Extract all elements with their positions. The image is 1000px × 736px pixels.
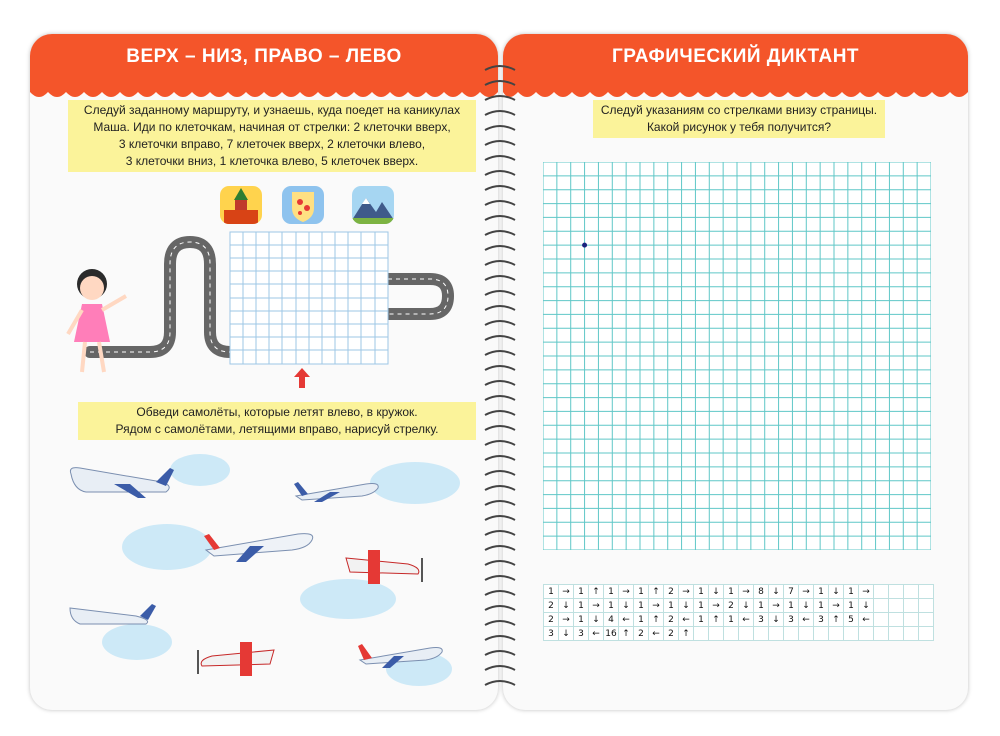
key-cell: ← [649,627,664,641]
key-cell: ← [799,613,814,627]
key-cell: 1 [694,585,709,599]
spiral-ring [485,456,515,460]
key-cell: → [649,599,664,613]
key-cell: ↑ [589,585,604,599]
key-cell: → [799,585,814,599]
key-cell: 3 [784,613,799,627]
spiral-ring [485,441,515,445]
spiral-ring [485,141,515,145]
dictation-key-table [543,584,934,641]
key-cell: 4 [604,613,619,627]
key-cell: 1 [664,599,679,613]
dictation-instruction-line: Какой рисунок у тебя получится? [646,120,832,134]
key-cell: ↑ [709,613,724,627]
spiral-ring [485,501,515,505]
airplane-icon[interactable] [66,600,156,630]
key-cell: 1 [574,613,589,627]
key-cell [709,627,724,641]
route-maze [30,224,498,384]
spiral-ring [485,366,515,370]
key-cell [874,627,889,641]
key-cell [889,627,904,641]
spiral-ring [485,351,515,355]
key-cell: 1 [784,599,799,613]
spiral-ring [485,591,515,595]
route-grid[interactable] [230,232,388,364]
key-cell: → [559,585,574,599]
key-cell: ↑ [649,585,664,599]
spiral-ring [485,126,515,130]
key-cell: ← [739,613,754,627]
dictation-instructions [593,100,885,138]
spiral-ring [485,201,515,205]
key-row [544,585,934,599]
key-cell: ↑ [649,613,664,627]
spiral-ring [485,66,515,70]
key-cell: ↓ [709,585,724,599]
key-cell [694,627,709,641]
key-cell: 3 [754,613,769,627]
key-cell: 1 [694,613,709,627]
airplane-icon[interactable] [200,526,320,566]
key-cell: → [739,585,754,599]
key-cell [769,627,784,641]
route-instruction-line: 3 клеточки вправо, 7 клеточек вверх, 2 клеточки влево, [118,137,426,151]
spiral-ring [485,531,515,535]
key-cell: ← [859,613,874,627]
key-cell [724,627,739,641]
key-cell: 1 [844,599,859,613]
kremlin-icon [220,186,262,224]
left-page-title: ВЕРХ – НИЗ, ПРАВО – ЛЕВО [126,46,402,67]
key-cell: → [559,613,574,627]
key-cell: 1 [634,613,649,627]
propeller-plane-icon[interactable] [192,634,282,680]
key-cell: ↓ [859,599,874,613]
key-cell: ↓ [829,585,844,599]
key-cell [874,585,889,599]
key-cell: → [679,585,694,599]
planes-instruction-line: Рядом с самолётами, летящими вправо, нарисуй стрелку. [115,422,439,436]
key-row [544,613,934,627]
key-cell: 2 [664,613,679,627]
route-instructions [68,100,476,172]
key-cell: → [619,585,634,599]
spiral-ring [485,246,515,250]
cloud [122,524,212,570]
key-cell: 1 [754,599,769,613]
spiral-ring [485,321,515,325]
airplane-icon[interactable] [292,474,384,504]
spiral-ring [485,546,515,550]
key-cell: → [859,585,874,599]
key-cell [754,627,769,641]
route-instruction-line: Маша. Иди по клеточкам, начиная от стрелки: 2 клеточки вверх, [93,120,451,134]
planes-instruction-line: Обведи самолёты, которые летят влево, в кружок. [136,405,418,419]
spiral-ring [485,411,515,415]
route-instruction-line: 3 клеточки вниз, 1 клеточка влево, 5 клеточек вверх. [125,154,419,168]
spiral-ring [485,216,515,220]
coat-of-arms-icon [282,186,324,224]
spiral-ring [485,291,515,295]
key-cell: 1 [814,585,829,599]
key-cell: 1 [724,585,739,599]
spiral-ring [485,306,515,310]
key-cell: ← [619,613,634,627]
key-cell [919,627,934,641]
key-cell: → [589,599,604,613]
key-cell [874,613,889,627]
key-cell [904,613,919,627]
key-cell: ↓ [769,613,784,627]
key-cell: ↑ [679,627,694,641]
spiral-ring [485,636,515,640]
spiral-ring [485,96,515,100]
spiral-ring [485,336,515,340]
key-cell: ↑ [619,627,634,641]
key-cell [784,627,799,641]
spiral-ring [485,651,515,655]
key-cell: → [829,599,844,613]
spiral-ring [485,171,515,175]
key-cell [904,627,919,641]
spiral-ring [485,156,515,160]
airplane-icon[interactable] [356,638,448,670]
key-cell: 3 [574,627,589,641]
key-cell [919,599,934,613]
key-cell: 1 [604,599,619,613]
left-page [30,34,498,710]
key-cell: 1 [574,599,589,613]
key-cell [889,599,904,613]
key-cell: 2 [634,627,649,641]
key-cell: 3 [544,627,559,641]
key-cell: 7 [784,585,799,599]
spiral-ring [485,621,515,625]
airplane-icon[interactable] [66,462,176,500]
key-cell: 1 [604,585,619,599]
key-cell: 1 [544,585,559,599]
right-page-title: ГРАФИЧЕСКИЙ ДИКТАНТ [611,46,860,67]
key-cell: 1 [574,585,589,599]
key-cell: 1 [844,585,859,599]
key-cell: → [769,599,784,613]
key-cell: 3 [814,613,829,627]
cloud [170,454,230,486]
key-cell: 2 [544,613,559,627]
key-cell [874,599,889,613]
key-cell: 2 [724,599,739,613]
spiral-ring [485,471,515,475]
spiral-ring [485,81,515,85]
spiral-ring [485,681,515,685]
spiral-ring [485,516,515,520]
mountains-icon [352,186,394,224]
key-cell: 5 [844,613,859,627]
key-cell [919,585,934,599]
key-cell: 1 [634,585,649,599]
key-cell: 2 [664,627,679,641]
spiral-ring [485,111,515,115]
start-arrow-icon [294,368,310,388]
key-cell: ↓ [799,599,814,613]
spiral-ring [485,606,515,610]
key-cell: 2 [544,599,559,613]
key-cell [799,627,814,641]
key-cell: 16 [605,628,617,639]
right-page [503,34,968,710]
key-cell: 1 [694,599,709,613]
key-cell: ↓ [739,599,754,613]
key-cell: 1 [724,613,739,627]
dictation-grid[interactable] [543,162,931,550]
key-row [544,599,934,613]
key-cell [814,627,829,641]
spiral-ring [485,426,515,430]
key-cell [919,613,934,627]
spiral-ring [485,231,515,235]
spiral-ring [485,186,515,190]
key-cell [859,627,874,641]
key-cell [829,627,844,641]
spiral-ring [485,666,515,670]
spiral-ring [485,561,515,565]
route-instruction-line: Следуй заданному маршруту, и узнаешь, куда поедет на каникулах [83,103,461,117]
spiral-ring [485,261,515,265]
spiral-ring [485,486,515,490]
key-cell: → [709,599,724,613]
key-cell [739,627,754,641]
key-cell: ← [589,627,604,641]
key-cell: ↓ [559,627,574,641]
key-cell [889,585,904,599]
key-cell: ↓ [589,613,604,627]
start-dot [582,243,587,248]
key-cell [844,627,859,641]
key-cell [904,599,919,613]
planes-instructions [78,402,476,440]
key-cell: ↓ [769,585,784,599]
spiral-ring [485,276,515,280]
key-cell: ↓ [559,599,574,613]
spiral-ring [485,396,515,400]
key-cell [889,613,904,627]
key-cell: 1 [814,599,829,613]
key-cell: ↑ [829,613,844,627]
spiral-binding [483,60,517,700]
spiral-ring [485,381,515,385]
key-cell: ← [679,613,694,627]
key-row [544,627,934,641]
dictation-instruction-line: Следуй указаниям со стрелками внизу страницы. [600,103,878,117]
key-cell: ↓ [619,599,634,613]
spiral-ring [485,576,515,580]
key-cell: 2 [664,585,679,599]
key-cell: 8 [754,585,769,599]
key-cell: ↓ [679,599,694,613]
key-cell [904,585,919,599]
key-cell: 1 [634,599,649,613]
propeller-plane-icon[interactable] [338,542,428,588]
